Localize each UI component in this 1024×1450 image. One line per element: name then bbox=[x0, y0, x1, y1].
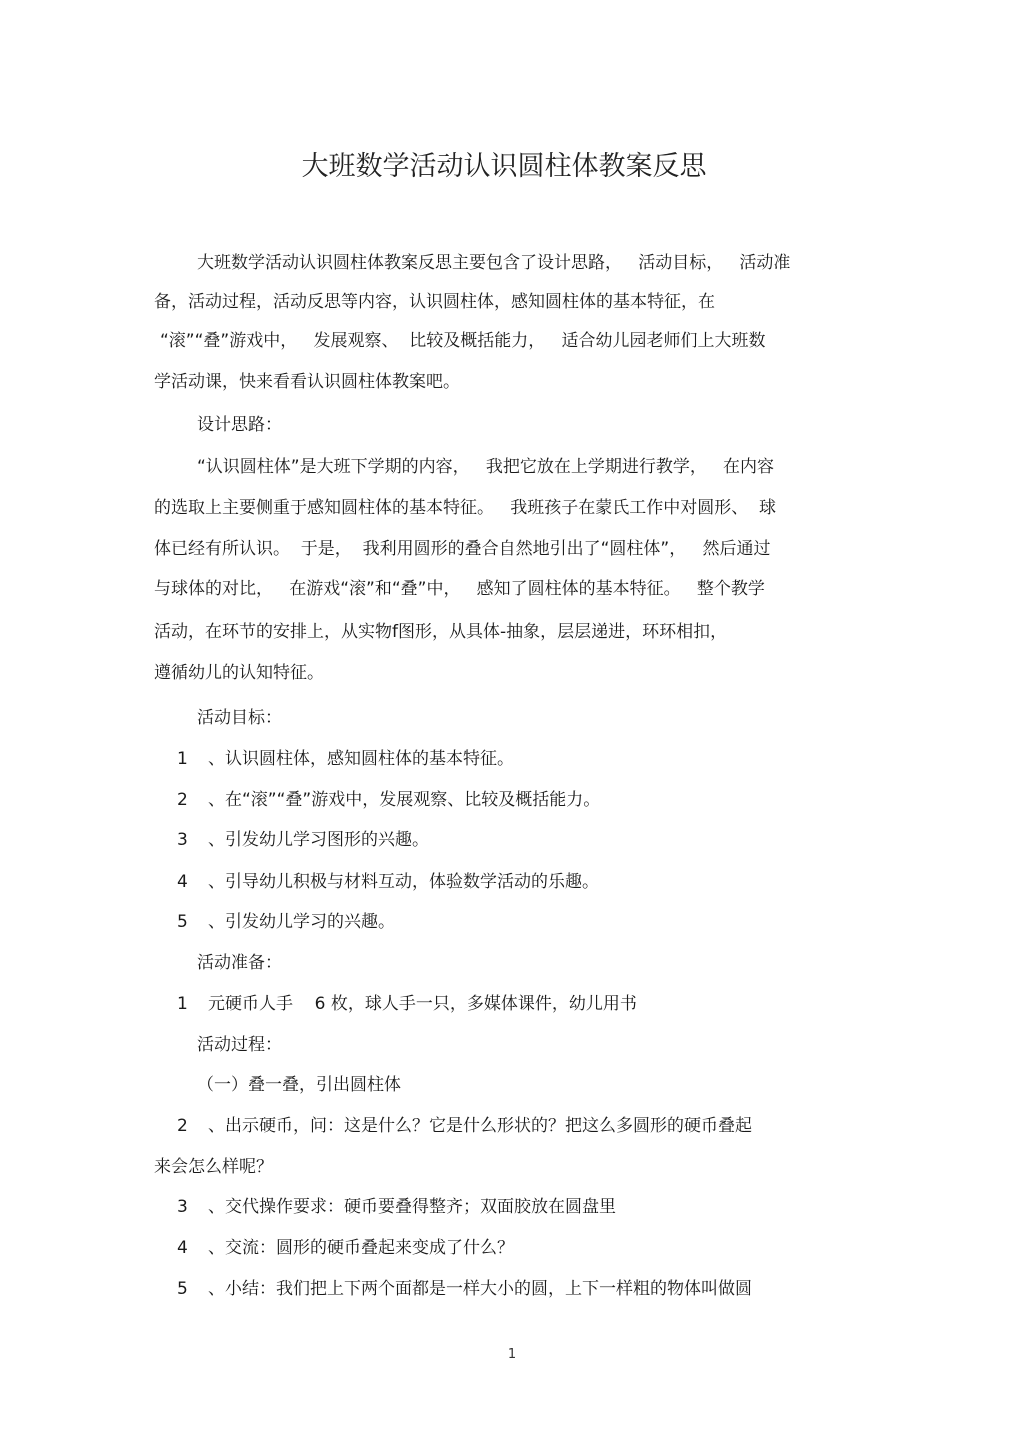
intro-line-1: 大班数学活动认识圆柱体教案反思主要包含了设计思路， 活动目标， 活动准 bbox=[197, 253, 791, 273]
design-line-3: 体已经有所认识。 于是， 我利用圆形的叠合自然地引出了“圆柱体”， 然后通过 bbox=[154, 539, 771, 559]
goal-number: 3 bbox=[177, 830, 188, 850]
process-step-number: 5 bbox=[177, 1279, 188, 1299]
design-line-5: 活动，在环节的安排上，从实物f图形，从具体-抽象，层层递进，环环相扣， bbox=[154, 622, 728, 642]
process-step-number: 4 bbox=[177, 1238, 188, 1258]
goal-number: 4 bbox=[177, 872, 188, 892]
process-step-text: 、交流：圆形的硬币叠起来变成了什么？ bbox=[208, 1238, 514, 1258]
goal-text: 、引导幼儿积极与材料互动，体验数学活动的乐趣。 bbox=[208, 872, 599, 892]
process-step-number: 2 bbox=[177, 1116, 188, 1136]
goal-text: 、引发幼儿学习图形的兴趣。 bbox=[208, 830, 429, 850]
process-heading: 活动过程： bbox=[197, 1035, 282, 1055]
prep-text: 元硬币人手 6 枚，球人手一只，多媒体课件，幼儿用书 bbox=[208, 994, 637, 1014]
design-line-6: 遵循幼儿的认知特征。 bbox=[154, 663, 324, 683]
design-line-1: “认识圆柱体”是大班下学期的内容， 我把它放在上学期进行教学， 在内容 bbox=[197, 457, 775, 477]
goal-text: 、在“滚”“叠”游戏中，发展观察、比较及概括能力。 bbox=[208, 790, 601, 810]
goal-number: 1 bbox=[177, 749, 188, 769]
goal-text: 、认识圆柱体，感知圆柱体的基本特征。 bbox=[208, 749, 514, 769]
process-step-text: 、小结：我们把上下两个面都是一样大小的圆，上下一样粗的物体叫做圆 bbox=[208, 1279, 752, 1299]
goal-number: 5 bbox=[177, 912, 188, 932]
page-title: 大班数学活动认识圆柱体教案反思 bbox=[301, 151, 707, 182]
goal-number: 2 bbox=[177, 790, 188, 810]
design-line-2: 的选取上主要侧重于感知圆柱体的基本特征。 我班孩子在蒙氏工作中对圆形、 球 bbox=[154, 498, 777, 518]
process-step-number: 3 bbox=[177, 1197, 188, 1217]
process-subheading: （一）叠一叠，引出圆柱体 bbox=[197, 1075, 401, 1095]
intro-line-3: “滚”“叠”游戏中， 发展观察、 比较及概括能力， 适合幼儿园老师们上大班数 bbox=[160, 331, 766, 351]
process-step-text: 、交代操作要求：硬币要叠得整齐；双面胶放在圆盘里 bbox=[208, 1197, 616, 1217]
goals-heading: 活动目标： bbox=[197, 708, 282, 728]
prep-number: 1 bbox=[177, 994, 188, 1014]
process-step-text: 、出示硬币，问：这是什么？它是什么形状的？把这么多圆形的硬币叠起 bbox=[208, 1116, 752, 1136]
page-number: 1 bbox=[507, 1347, 517, 1362]
goal-text: 、引发幼儿学习的兴趣。 bbox=[208, 912, 395, 932]
design-line-4: 与球体的对比， 在游戏“滚”和“叠”中， 感知了圆柱体的基本特征。 整个教学 bbox=[154, 579, 765, 599]
intro-line-4: 学活动课，快来看看认识圆柱体教案吧。 bbox=[154, 372, 460, 392]
process-step-continuation: 来会怎么样呢？ bbox=[154, 1157, 273, 1177]
intro-line-2: 备，活动过程，活动反思等内容，认识圆柱体，感知圆柱体的基本特征，在 bbox=[154, 292, 715, 312]
prep-heading: 活动准备： bbox=[197, 953, 282, 973]
design-heading: 设计思路： bbox=[197, 415, 282, 435]
